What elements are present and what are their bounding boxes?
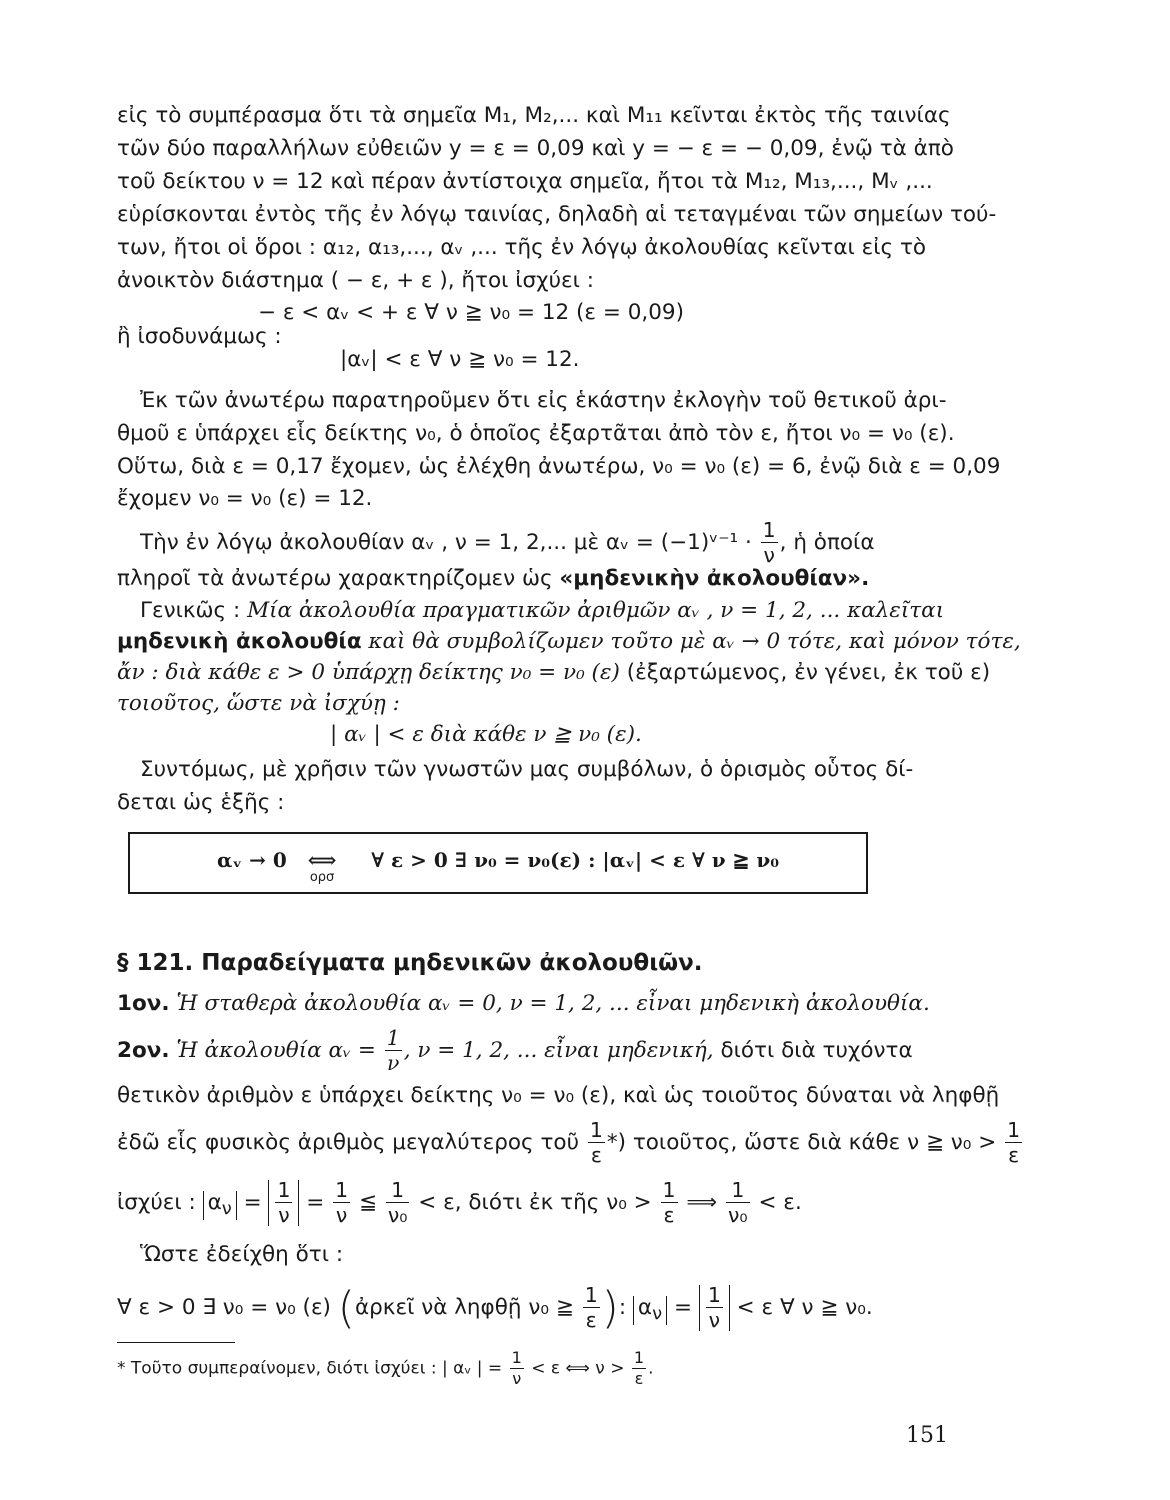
numerator: 1: [707, 1283, 721, 1307]
denominator: ε: [585, 1308, 597, 1333]
text-line: Συντόμως, μὲ χρῆσιν τῶν γνωστῶν μας συμβόλων, ὁ ὁρισμὸς οὗτος δί-: [140, 757, 914, 782]
term-null-sequence: μηδενικὴ ἀκολουθία: [117, 629, 362, 654]
numerator: 1: [726, 1180, 750, 1203]
text-line: ἢ ἰσοδυνάμως :: [117, 324, 282, 349]
text-line: ἔχομεν ν₀ = ν₀ (ε) = 12.: [117, 486, 373, 511]
definition-line: [140, 596, 970, 626]
text-line: Ὥστε ἐδείχθη ὅτι :: [140, 1242, 344, 1267]
numerator: 1: [277, 1178, 291, 1202]
denominator: ν: [708, 1308, 720, 1333]
footnote-text: * Τοῦτο συμπεραίνομεν, διότι ἰσχύει : | αᵥ | =: [117, 1358, 503, 1379]
text-line: [117, 1118, 1021, 1168]
formula-left: αᵥ → 0: [217, 848, 287, 872]
implies-arrow: ⟹: [686, 1189, 718, 1215]
text-segment: < ε: [418, 1189, 455, 1215]
numerator: 1: [632, 1350, 646, 1369]
fraction: [632, 1350, 646, 1387]
footnote-text: < ε ⟺ ν >: [531, 1358, 625, 1379]
numerator: 1: [584, 1283, 598, 1307]
denominator: ε: [590, 1143, 602, 1168]
abs-value: [699, 1285, 730, 1331]
text-line: δεται ὡς ἑξῆς :: [117, 790, 285, 815]
text-line: εἰς τὸ συμπέρασμα ὅτι τὰ σημεῖα M₁, M₂,... καὶ M₁₁ κεῖνται ἐκτὸς τῆς ταινίας: [117, 103, 951, 128]
denominator: ν: [512, 1369, 522, 1389]
fraction: [583, 1285, 600, 1331]
paren: ): [601, 1282, 619, 1334]
text-line: θετικὸν ἀριθμὸν ε ὑπάρχει δείκτης ν₀ = ν₀ (ε), καὶ ὡς τοιοῦτος δύναται νὰ ληφθῇ: [117, 1083, 1000, 1108]
arrow-glyph: ⟺: [307, 848, 337, 872]
text-line: θμοῦ ε ὑπάρχει εἷς δείκτης ν₀, ὁ ὁποῖος ἐξαρτᾶται ἀπὸ τὸν ε, ἤτοι ν₀ = ν₀ (ε).: [117, 421, 955, 446]
text-segment: διότι διὰ τυχόντα: [713, 1037, 913, 1063]
text-line: των, ἤτοι οἱ ὅροι : α₁₂, α₁₃,..., αᵥ ,... τῆς ἐν λόγῳ ἀκολουθίας κεῖνται εἰς τὸ: [117, 235, 927, 260]
denominator: ε: [663, 1203, 675, 1228]
section-heading: § 121. Παραδείγματα μηδενικῶν ἀκολουθιῶν.: [117, 950, 703, 976]
equivalence-arrow: [307, 848, 337, 885]
numerator: 1: [335, 1178, 349, 1202]
numerator: 1: [762, 518, 776, 542]
arrow-label: ορσ: [309, 870, 335, 885]
text-segment: ἀρκεῖ νὰ ληφθῇ ν₀ ≧: [354, 1294, 574, 1320]
fraction: [706, 1285, 723, 1331]
text-segment: (ἐξαρτώμενος, ἐν γένει, ἐκ τοῦ ε): [619, 660, 991, 685]
text-segment: *) τοιοῦτος, ὥστε διὰ κάθε ν ≧ ν₀ >: [606, 1129, 997, 1155]
text-segment: < ε: [736, 1294, 774, 1320]
text-line: ἰσχύει : $\alpha_\nu$ = $\frac{1}{\nu}$ = $\frac{1}{\nu}$ ≦ $\frac{1}{\text{ν₀}}$ < ε, διότι ἐκ τῆς ν₀ > $\frac{1}{\varepsilon}$ ⟹ $\frac{1}{\text{ν₀}}$ < ε.: [117, 1178, 802, 1228]
numerator: 1: [662, 1178, 676, 1202]
text-segment: ἐδῶ εἷς φυσικὸς ἀριθμὸς μεγαλύτερος τοῦ: [117, 1129, 580, 1155]
text-segment: , ἡ ὁποία: [779, 529, 875, 555]
equation-bounds: − ε < αᵥ < + ε ∀ ν ≧ ν₀ = 12 (ε = 0,09): [258, 300, 684, 325]
fraction: [510, 1350, 524, 1387]
definition-line: [117, 627, 1021, 657]
example-text: Ἡ ἀκολουθία αᵥ =: [169, 1037, 376, 1063]
example-line: [117, 1028, 947, 1074]
example-label: 1ον.: [117, 991, 170, 1016]
text-line: [140, 520, 970, 566]
denominator: ε: [1008, 1143, 1020, 1168]
numerator: 1: [1007, 1118, 1021, 1142]
denominator: ν₀: [728, 1203, 748, 1228]
fraction: [385, 1028, 402, 1074]
fraction: [333, 1180, 350, 1226]
fraction: [386, 1180, 410, 1226]
text-line: Ἐκ τῶν ἀνωτέρω παρατηροῦμεν ὅτι εἰς ἑκάστην ἐκλογὴν τοῦ θετικοῦ ἀρι-: [140, 388, 947, 413]
text-segment: < ε: [758, 1189, 795, 1215]
example-text: , ν = 1, 2, ... εἶναι μηδενική,: [403, 1037, 714, 1063]
text-line: τῶν δύο παραλλήλων εὐθειῶν y = ε = 0,09 καὶ y = − ε = − 0,09, ἐνῷ τὰ ἀπὸ: [117, 136, 954, 161]
numerator: 1: [510, 1350, 524, 1369]
fraction: [275, 1180, 292, 1226]
abs-value: [268, 1180, 299, 1226]
footnote-rule: [117, 1342, 235, 1343]
text-segment: ∀ ε > 0 ∃ ν₀ = ν₀ (ε): [117, 1294, 331, 1320]
definition-text: Μία ἀκολουθία πραγματικῶν ἀριθμῶν αᵥ , ν = 1, 2, ... καλεῖται: [247, 598, 945, 623]
denominator: ν: [278, 1203, 290, 1228]
footnote: * Τοῦτο συμπεραίνομεν, διότι ἰσχύει : | αᵥ | = $\frac{1}{\nu}$ < ε ⟺ ν > $\frac{1}{\varepsilon}$ .: [117, 1348, 654, 1389]
text-segment: Τὴν ἐν λόγῳ ἀκολουθίαν αᵥ , ν = 1, 2,... μὲ αᵥ = (−1)ᵛ⁻¹ ·: [140, 529, 752, 555]
numerator: 1: [589, 1118, 603, 1142]
definition-equation: | αᵥ | < ε διὰ κάθε ν ≧ ν₀ (ε).: [330, 722, 642, 747]
fraction: [726, 1180, 750, 1226]
boxed-formula: [130, 848, 866, 885]
text-line: εὑρίσκονται ἐντὸς τῆς ἐν λόγῳ ταινίας, δηλαδὴ αἱ τεταγμέναι τῶν σημείων τού-: [117, 202, 997, 227]
text-line: ἀνοικτὸν διάστημα ( − ε, + ε ), ἤτοι ἰσχύει :: [117, 268, 594, 293]
denominator: ε: [634, 1369, 644, 1389]
denominator: ν: [763, 543, 775, 568]
numerator: 1: [386, 1180, 410, 1203]
denominator: ν₀: [387, 1203, 408, 1228]
page-number: 151: [906, 1423, 948, 1448]
definition-text: καὶ θὰ συμβολίζωμεν τοῦτο μὲ αᵥ → 0 τότε, καὶ μόνον τότε,: [361, 629, 1021, 654]
text-line: [117, 564, 947, 594]
definition-text: ἄν : διὰ κάθε ε > 0 ὑπάρχῃ δείκτης ν₀ = ν₀ (ε): [117, 660, 620, 685]
equation-abs-bound: |αᵥ| < ε ∀ ν ≧ ν₀ = 12.: [340, 347, 580, 372]
text-segment: ∀ ν ≧ ν₀.: [779, 1294, 873, 1320]
fraction: [588, 1120, 605, 1166]
paren: (: [337, 1282, 355, 1334]
text-line: ∀ ε > 0 ∃ ν₀ = ν₀ (ε) (ἀρκεῖ νὰ ληφθῇ ν₀ ≧ $\frac{1}{\varepsilon}$ ): $\alpha_\nu$ = $\frac{1}{\nu}$ < ε ∀ ν ≧ ν₀.: [117, 1282, 873, 1334]
definition-line: [117, 658, 991, 688]
denominator: ν: [335, 1203, 348, 1228]
text-segment: Γενικῶς :: [140, 598, 248, 623]
example-label: 2ον.: [117, 1037, 170, 1063]
numerator: 1: [386, 1026, 400, 1050]
denominator: ν: [386, 1051, 400, 1076]
formula-right: ∀ ε > 0 ∃ ν₀ = ν₀(ε) : |αᵥ| < ε ∀ ν ≧ ν₀: [371, 848, 779, 872]
example-text: Ἡ σταθερὰ ἀκολουθία αᵥ = 0, ν = 1, 2, ... εἶναι μηδενικὴ ἀκολουθία.: [169, 991, 930, 1016]
fraction: [761, 520, 778, 566]
term-null-sequence: «μηδενικὴν ἀκολουθίαν».: [559, 566, 870, 591]
definition-box: [128, 832, 868, 894]
text-segment: , διότι ἐκ τῆς ν₀ >: [454, 1189, 652, 1215]
abs-value: $\alpha_\nu$: [633, 1296, 667, 1325]
fraction: [661, 1180, 678, 1226]
abs-value: $\alpha_\nu$: [203, 1191, 237, 1220]
definition-line: τοιοῦτος, ὥστε νὰ ἰσχύῃ :: [117, 691, 400, 716]
text-line: Οὕτω, διὰ ε = 0,17 ἔχομεν, ὡς ἐλέχθη ἀνωτέρω, ν₀ = ν₀ (ε) = 6, ἐνῷ διὰ ε = 0,09: [117, 454, 1001, 479]
text-segment: πληροῖ τὰ ἀνωτέρω χαρακτηρίζομεν ὡς: [117, 566, 560, 591]
example-line: [117, 989, 947, 1019]
text-segment: ἰσχύει :: [117, 1189, 203, 1215]
text-line: τοῦ δείκτου ν = 12 καὶ πέραν ἀντίστοιχα σημεῖα, ἤτοι τὰ M₁₂, M₁₃,..., Mᵥ ,...: [117, 169, 933, 194]
fraction: [1005, 1120, 1022, 1166]
